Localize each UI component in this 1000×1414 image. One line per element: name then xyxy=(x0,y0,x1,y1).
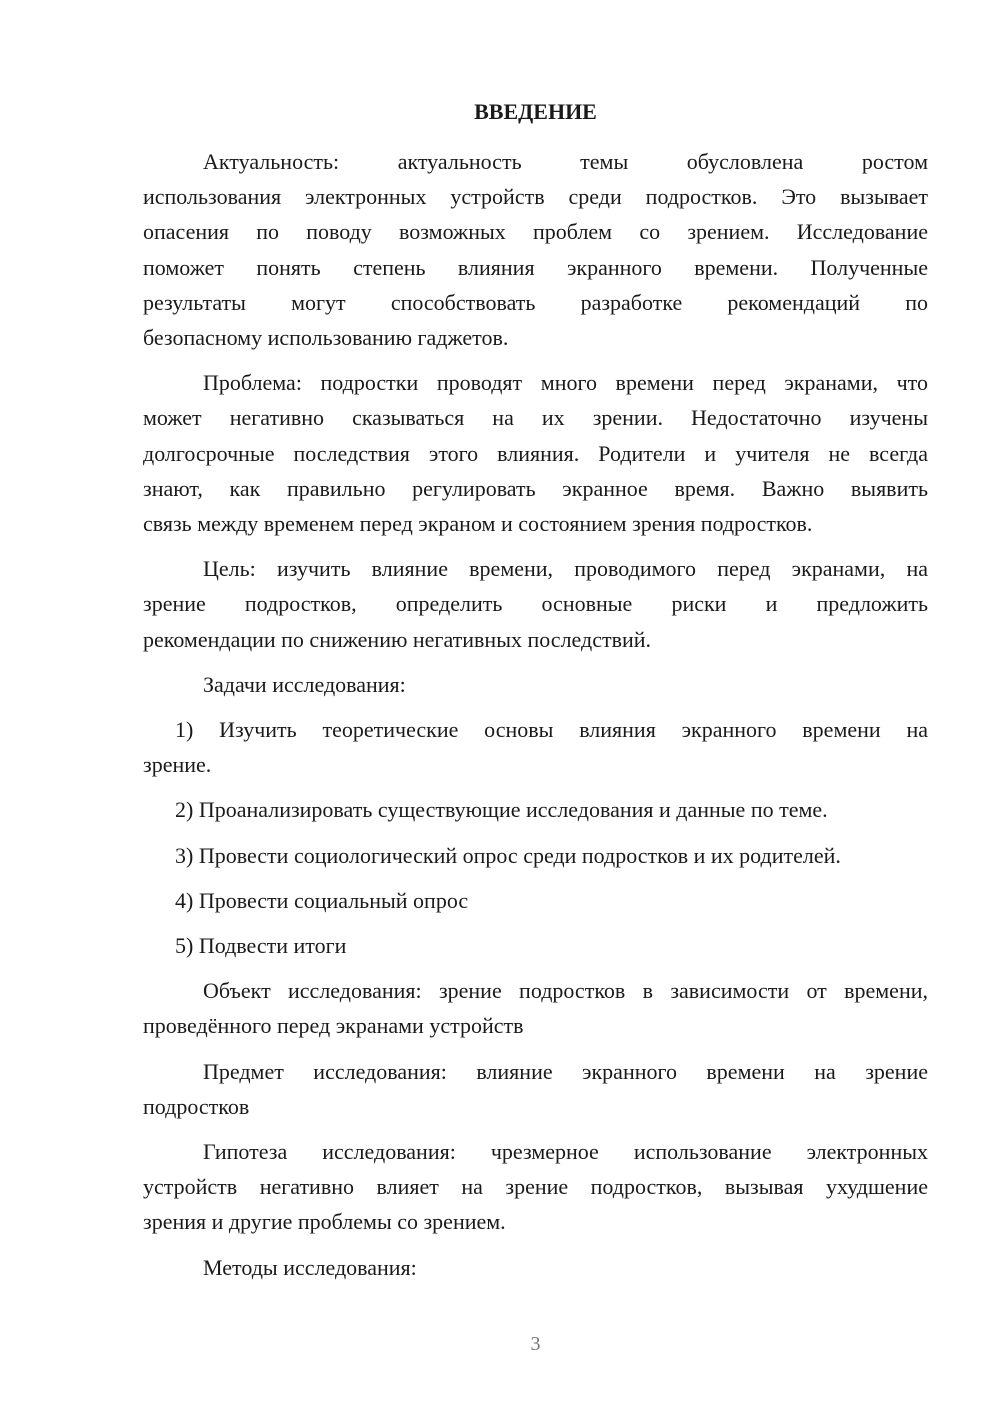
text-line: может негативно сказываться на их зрении. Недостаточно изучены xyxy=(143,405,928,431)
text-line: Объект исследования: зрение подростков в зависимости от времени, xyxy=(203,978,928,1004)
text-line: связь между временем перед экраном и состоянием зрения подростков. xyxy=(143,511,813,537)
task-item-2 xyxy=(143,792,928,827)
goal-paragraph xyxy=(143,551,928,657)
relevance-paragraph xyxy=(143,144,928,355)
text-line: поможет понять степень влияния экранного времени. Полученные xyxy=(143,254,928,280)
text-line: 1) Изучить теоретические основы влияния экранного времени на xyxy=(175,717,928,743)
text-line: Предмет исследования: влияние экранного времени на зрение xyxy=(203,1058,928,1084)
text-line: Цель: изучить влияние времени, проводимого перед экранами, на xyxy=(203,556,928,582)
subject-paragraph xyxy=(143,1054,928,1124)
text-line: зрение. xyxy=(143,752,212,778)
text-line: использования электронных устройств среди подростков. Это вызывает xyxy=(143,184,928,210)
text-line: 4) Провести социальный опрос xyxy=(175,887,469,913)
hypothesis-paragraph xyxy=(143,1134,928,1240)
text-line: Актуальность: актуальность темы обусловлена ростом xyxy=(203,149,928,174)
document-page xyxy=(143,94,928,1295)
text-line: Гипотеза исследования: чрезмерное использование электронных xyxy=(203,1139,928,1165)
text-line: безопасному использованию гаджетов. xyxy=(143,325,509,351)
page-number: 3 xyxy=(530,1333,541,1355)
text-line: Задачи исследования: xyxy=(203,671,406,697)
text-line: результаты могут способствовать разработке рекомендаций по xyxy=(143,289,928,315)
text-line: рекомендации по снижению негативных последствий. xyxy=(143,626,652,652)
page-title: ВВЕДЕНИЕ xyxy=(474,99,597,124)
object-paragraph xyxy=(143,973,928,1043)
text-line: 3) Провести социологический опрос среди подростков и их родителей. xyxy=(175,842,841,868)
text-line: устройств негативно влияет на зрение подростков, вызывая ухудшение xyxy=(143,1174,928,1200)
text-line: долгосрочные последствия этого влияния. Родители и учителя не всегда xyxy=(143,440,928,466)
task-item-4 xyxy=(143,883,928,918)
text-line: Методы исследования: xyxy=(203,1254,417,1280)
text-line: проведённого перед экранами устройств xyxy=(143,1013,524,1039)
text-line: подростков xyxy=(143,1093,250,1119)
text-line: 5) Подвести итоги xyxy=(175,933,347,959)
tasks-heading xyxy=(143,667,928,702)
text-line: Проблема: подростки проводят много времени перед экранами, что xyxy=(203,370,928,396)
text-line: 2) Проанализировать существующие исследования и данные по теме. xyxy=(175,797,828,823)
text-line: опасения по поводу возможных проблем со зрением. Исследование xyxy=(143,219,928,245)
problem-paragraph xyxy=(143,365,928,541)
document-body xyxy=(143,144,928,1285)
task-item-3 xyxy=(143,838,928,873)
text-line: знают, как правильно регулировать экранное время. Важно выявить xyxy=(143,475,928,501)
task-item-1 xyxy=(143,712,928,782)
task-item-5 xyxy=(143,928,928,963)
methods-heading xyxy=(143,1250,928,1285)
text-line: зрения и другие проблемы со зрением. xyxy=(143,1209,506,1235)
text-line: зрение подростков, определить основные риски и предложить xyxy=(143,591,928,617)
